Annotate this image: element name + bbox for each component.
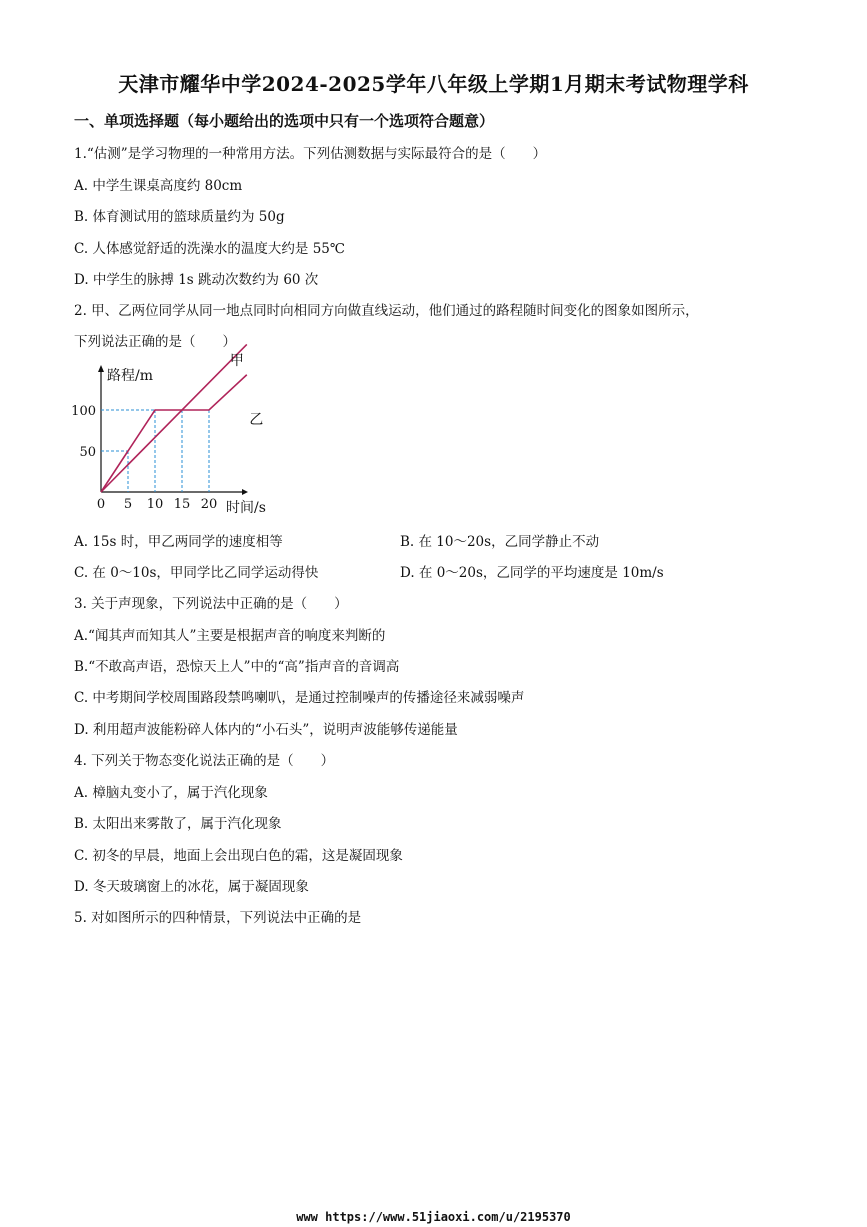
page-title: 天津市耀华中学2024-2025学年八年级上学期1月期末考试物理学科 xyxy=(118,72,749,96)
question-2-option-b: B. 在 10～20s，乙同学静止不动 xyxy=(400,534,600,550)
distance-time-graph xyxy=(71,353,274,518)
question-3-option-a: A.“闻其声而知其人”主要是根据声音的响度来判断的 xyxy=(74,628,386,644)
question-3-option-c: C. 中考期间学校周围路段禁鸣喇叭，是通过控制噪声的传播途径来减弱噪声 xyxy=(74,690,525,706)
question-4-option-c: C. 初冬的早晨，地面上会出现白色的霜，这是凝固现象 xyxy=(74,848,403,864)
x-tick-label-15: 15 xyxy=(173,497,191,512)
question-1-option-a: A. 中学生课桌高度约 80cm xyxy=(74,178,243,194)
y-tick-label-100: 100 xyxy=(71,404,96,419)
footer-url[interactable]: www https://www.51jiaoxi.com/u/2195370 xyxy=(296,1210,571,1224)
question-4-option-d: D. 冬天玻璃窗上的冰花，属于凝固现象 xyxy=(74,879,309,895)
question-2-stem-line-2: 下列说法正确的是（ ） xyxy=(74,334,236,350)
question-4-option-a: A. 樟脑丸变小了，属于汽化现象 xyxy=(74,785,268,801)
question-1-option-c: C. 人体感觉舒适的洗澡水的温度大约是 55℃ xyxy=(74,241,346,257)
y-axis-arrow-icon xyxy=(98,365,104,372)
x-tick-label-5: 5 xyxy=(123,497,133,512)
x-tick-label-0: 0 xyxy=(96,497,106,512)
series-label-1: 乙 xyxy=(249,412,264,428)
x-tick-label-20: 20 xyxy=(200,497,218,512)
question-5-stem: 5. 对如图所示的四种情景，下列说法中正确的是 xyxy=(74,910,362,926)
x-axis-arrow-icon xyxy=(242,489,248,495)
question-1-option-b: B. 体育测试用的篮球质量约为 50g xyxy=(74,209,285,225)
question-3-stem: 3. 关于声现象，下列说法中正确的是（ ） xyxy=(74,596,348,612)
series-label-0: 甲 xyxy=(229,353,244,369)
x-tick-label-10: 10 xyxy=(146,497,164,512)
question-3-option-b: B.“不敢高声语，恐惊天上人”中的“高”指声音的音调高 xyxy=(74,659,400,675)
question-4-stem: 4. 下列关于物态变化说法正确的是（ ） xyxy=(74,753,335,769)
question-1-option-d: D. 中学生的脉搏 1s 跳动次数约为 60 次 xyxy=(74,272,319,288)
y-axis-label: 路程/m xyxy=(107,368,153,384)
series-line-1 xyxy=(101,375,247,492)
series-line-0 xyxy=(101,344,247,492)
question-1-stem: 1.“估测”是学习物理的一种常用方法。下列估测数据与实际最符合的是（ ） xyxy=(74,146,547,162)
question-2-option-d: D. 在 0～20s，乙同学的平均速度是 10m/s xyxy=(400,565,664,581)
section-heading: 一、单项选择题（每小题给出的选项中只有一个选项符合题意） xyxy=(74,112,495,130)
y-tick-label-50: 50 xyxy=(79,445,96,460)
x-axis-label: 时间/s xyxy=(226,500,266,516)
question-4-option-b: B. 太阳出来雾散了，属于汽化现象 xyxy=(74,816,282,832)
question-2-option-c: C. 在 0～10s，甲同学比乙同学运动得快 xyxy=(74,565,319,581)
question-3-option-d: D. 利用超声波能粉碎人体内的“小石头”，说明声波能够传递能量 xyxy=(74,722,458,738)
question-2-stem-line-1: 2. 甲、乙两位同学从同一地点同时向相同方向做直线运动，他们通过的路程随时间变化的图象如图所示， xyxy=(74,303,699,319)
question-2-option-a: A. 15s 时，甲乙两同学的速度相等 xyxy=(74,534,283,550)
